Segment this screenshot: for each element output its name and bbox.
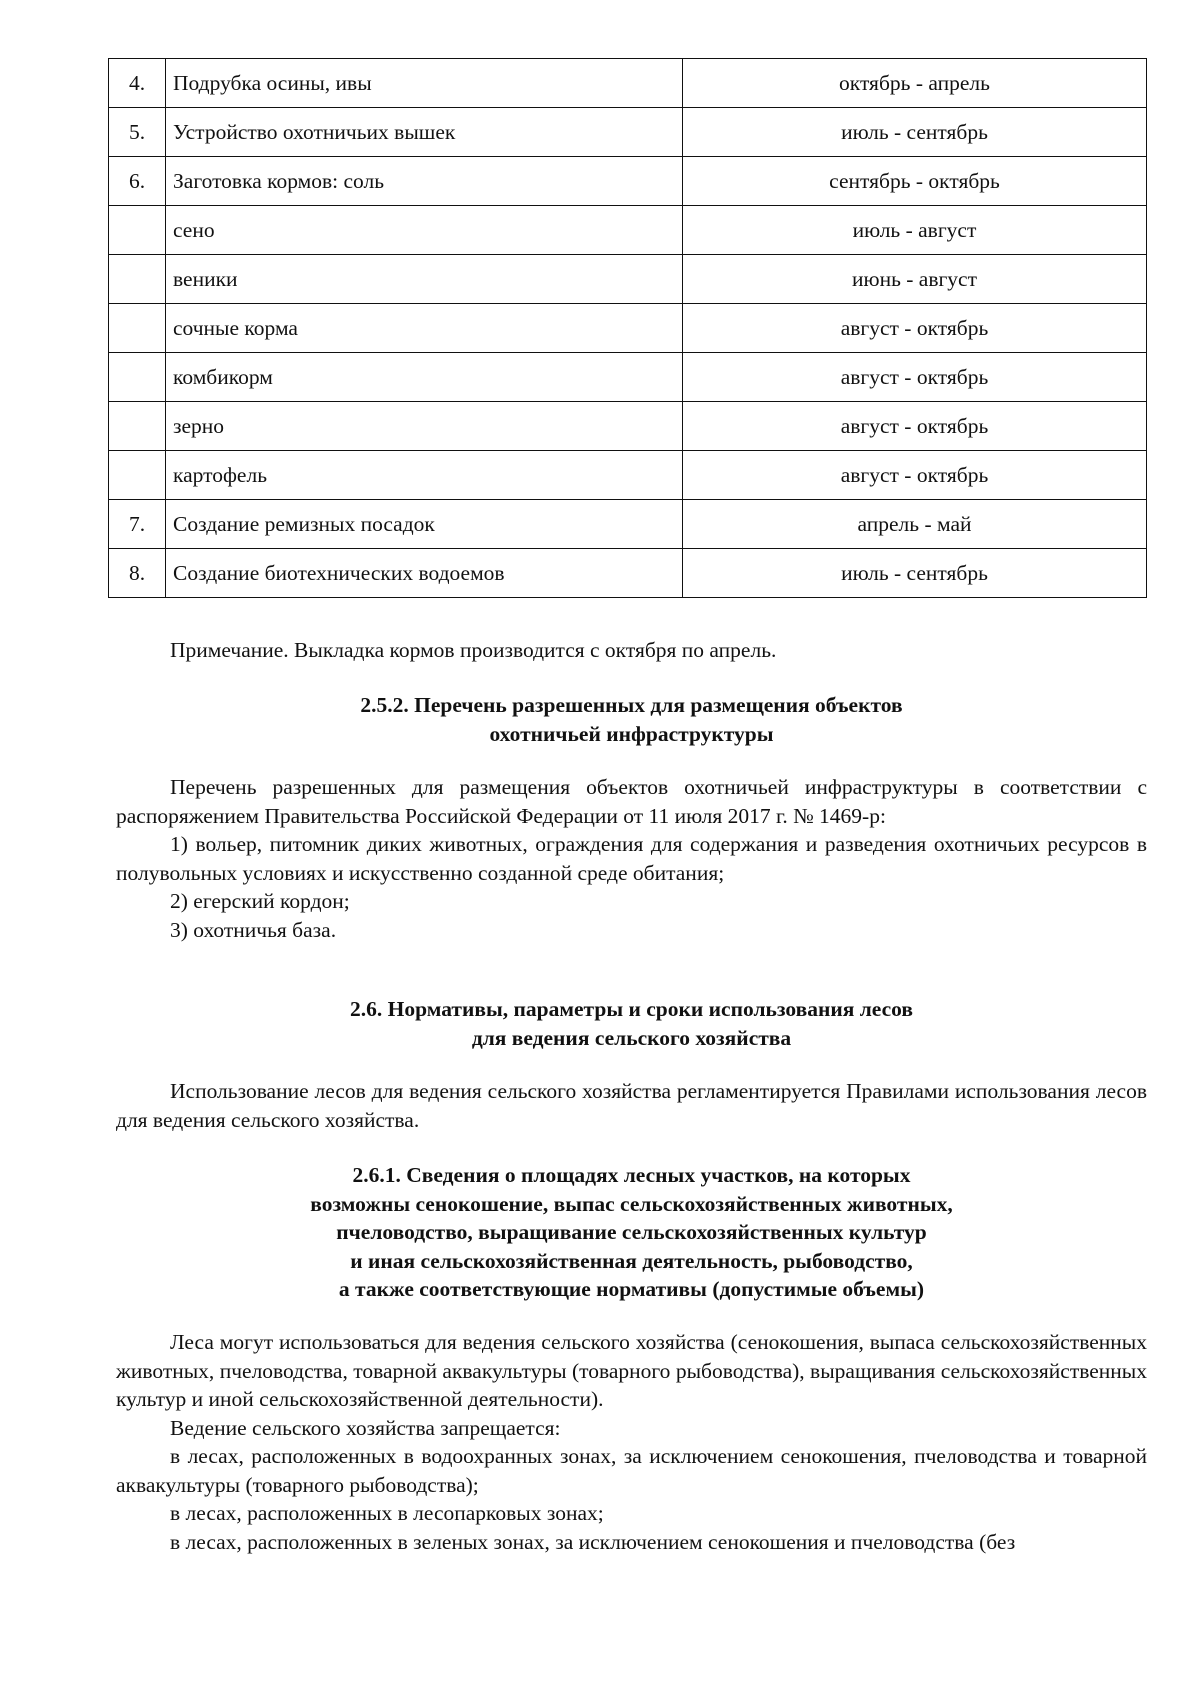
work-name: веники	[166, 255, 683, 304]
work-name: картофель	[166, 451, 683, 500]
work-period: октябрь - апрель	[683, 59, 1147, 108]
work-name: сено	[166, 206, 683, 255]
work-schedule-table	[108, 58, 1147, 598]
list-item: 3) охотничья база.	[170, 917, 337, 942]
table-row	[109, 157, 1147, 206]
work-period: июль - август	[683, 206, 1147, 255]
section-2-6-1-heading	[116, 1161, 1147, 1304]
section-heading-line: а также соответствующие нормативы (допустимые объемы)	[338, 1277, 925, 1301]
section-2-6-body	[116, 1077, 1147, 1134]
row-number: 4.	[109, 59, 166, 108]
table-row	[109, 59, 1147, 108]
section-2-6-1-body	[116, 1328, 1147, 1556]
row-number: 7.	[109, 500, 166, 549]
row-number	[109, 402, 166, 451]
row-number: 6.	[109, 157, 166, 206]
table-row	[109, 206, 1147, 255]
row-number	[109, 353, 166, 402]
work-period: август - октябрь	[683, 304, 1147, 353]
work-name: Заготовка кормов: соль	[166, 157, 683, 206]
section-heading-line: 2.6. Нормативы, параметры и сроки использования лесов	[350, 997, 913, 1021]
table-row	[109, 402, 1147, 451]
row-number: 8.	[109, 549, 166, 598]
list-item: 1) вольер, питомник диких животных, ограждения для содержания и разведения охотничьих ресурсов в полувольных условиях и искусственно созданной среде обитания;	[116, 832, 1147, 885]
section-heading-line: 2.5.2. Перечень разрешенных для размещения объектов	[360, 693, 903, 717]
work-period: апрель - май	[683, 500, 1147, 549]
work-period: август - октябрь	[683, 402, 1147, 451]
list-item: 2) егерский кордон;	[170, 889, 350, 913]
section-heading-line: возможны сенокошение, выпас сельскохозяйственных животных,	[310, 1191, 953, 1216]
paragraph: в лесах, расположенных в лесопарковых зонах;	[170, 1501, 604, 1525]
paragraph: Использование лесов для ведения сельского хозяйства регламентируется Правилами использования лесов для ведения сельского хозяйства.	[116, 1079, 1147, 1132]
work-schedule-table-body	[109, 59, 1147, 598]
paragraph: Перечень разрешенных для размещения объектов охотничьей инфраструктуры в соответствии с распоряжением Правительства Российской Федерации от 11 июля 2017 г. № 1469-р:	[116, 775, 1147, 828]
section-heading-line: для ведения сельского хозяйства	[471, 1025, 792, 1050]
work-name: комбикорм	[166, 353, 683, 402]
table-note: Примечание. Выкладка кормов производится с октября по апрель.	[170, 638, 777, 662]
section-heading-line: 2.6.1. Сведения о площадях лесных участков, на которых	[352, 1163, 911, 1187]
section-heading-line: охотничьей инфраструктуры	[489, 721, 774, 746]
table-row	[109, 353, 1147, 402]
work-period: июль - сентябрь	[683, 549, 1147, 598]
table-row	[109, 451, 1147, 500]
paragraph: в лесах, расположенных в водоохранных зонах, за исключением сенокошения, пчеловодства и товарной аквакультуры (товарного рыбоводства);	[116, 1444, 1147, 1497]
row-number	[109, 206, 166, 255]
note-block	[116, 636, 1147, 665]
section-2-6-heading	[116, 995, 1147, 1052]
work-period: август - октябрь	[683, 353, 1147, 402]
paragraph: Леса могут использоваться для ведения сельского хозяйства (сенокошения, выпаса сельскохозяйственных животных, пчеловодства, товарной аквакультуры (товарного рыбоводства), выращивания сельскохозяйственных культур и иной сельскохозяйственной деятельности).	[116, 1330, 1147, 1411]
section-heading-line: пчеловодство, выращивание сельскохозяйственных культур	[336, 1220, 927, 1244]
work-period: август - октябрь	[683, 451, 1147, 500]
work-period: июнь - август	[683, 255, 1147, 304]
work-name: Подрубка осины, ивы	[166, 59, 683, 108]
work-name: Устройство охотничьих вышек	[166, 108, 683, 157]
row-number	[109, 255, 166, 304]
work-period: сентябрь - октябрь	[683, 157, 1147, 206]
paragraph: Ведение сельского хозяйства запрещается:	[170, 1415, 561, 1440]
table-row	[109, 500, 1147, 549]
work-period: июль - сентябрь	[683, 108, 1147, 157]
section-heading-line: и иная сельскохозяйственная деятельность, рыбоводство,	[350, 1248, 913, 1273]
table-row	[109, 255, 1147, 304]
table-row	[109, 549, 1147, 598]
row-number	[109, 451, 166, 500]
table-row	[109, 108, 1147, 157]
section-2-5-2-heading	[116, 691, 1147, 748]
work-name: зерно	[166, 402, 683, 451]
section-2-5-2-body	[116, 773, 1147, 944]
row-number	[109, 304, 166, 353]
work-name: Создание биотехнических водоемов	[166, 549, 683, 598]
row-number: 5.	[109, 108, 166, 157]
table-row	[109, 304, 1147, 353]
work-name: сочные корма	[166, 304, 683, 353]
paragraph: в лесах, расположенных в зеленых зонах, за исключением сенокошения и пчеловодства (без	[170, 1529, 1016, 1554]
work-name: Создание ремизных посадок	[166, 500, 683, 549]
